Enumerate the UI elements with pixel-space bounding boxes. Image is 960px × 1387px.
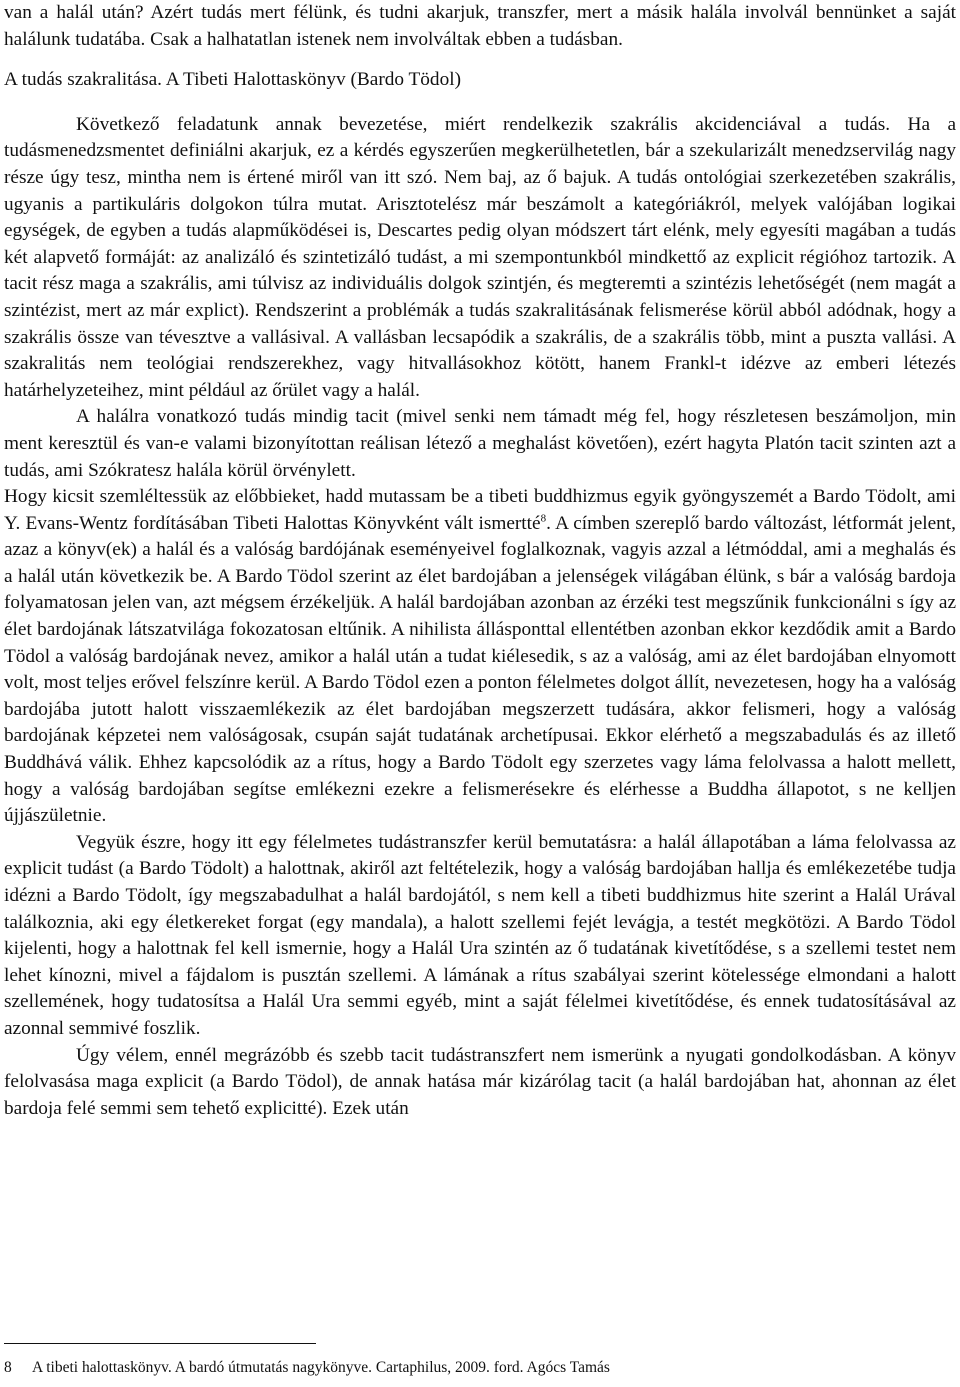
document-page: [4, 0, 956, 1122]
paragraph-3-part-1: Hogy kicsit szemléltessük az előbbieket, hadd mutassam be a tibeti buddhizmus egyik gyöngyszemét a Bardo Tödolt, ami Y. Evans-Wentz fordításában Tibeti Halottas Könyvként vált ismertté: [4, 486, 956, 534]
paragraph-3-part-2: . A címben szereplő bardo változást, létformát jelent, azaz a könyv(ek) a halál és a valóság bardójának eseményeivel foglalkoznak, vagyis azzal a létmóddal, ami a meghalás és a halál után következik be. A Bardo Tödol szerint az élet bardojában a jelenségek világában élünk, s bár a valóság bardoja folyamatosan jelen van, azt mégsem érzékeljük. A halál bardojában azonban az érzéki test megszűnik funkcionálni s így az élet bardojának látszatvilága fokozatosan eltűnik. A nihilista állásponttal ellentétben azonban ekkor kezdődik amit a Bardo Tödol a valóság bardojának nevez, amikor a halál után a tudat kiélesedik, s az a valóság, ami az élet bardojában elnyomott volt, most teljes erővel felszínre kerül. A Bardo Tödol ezen a ponton félelmetes dolgot állít, nevezetesen, hogy ha a valóság bardojába jutott halott visszaemlékezik az élet bardojában megszerzett tudására, akkor felismeri, hogy a valóság bardojának képzetei nem valóságosak, csupán saját tudatának archetípusai. Ekkor elérhető a megszabadulás és az illető Buddhává válik. Ehhez kapcsolódik az a rítus, hogy a Bardo Tödolt egy szerzetes vagy láma felolvassa a halott mellett, hogy a valóság bardojában segítse emlékezni ezekre a felismerésekre és elérhesse a Buddha állapotot, s ne kelljen újjászületnie.: [4, 512, 956, 827]
paragraph-1: Következő feladatunk annak bevezetése, miért rendelkezik szakrális akcidenciával a tudás. Ha a tudásmenedzsmentet definiálni akarjuk, ez a kérdés egyszerűen megkerülhetetlen, bár a szekularizált menedzservilág nagy része úgy tesz, mintha nem is értené miről van itt szó. Nem baj, az ő bajuk. A tudás ontológiai szerkezetében szakrális, ugyanis a partikuláris dolgokon túlra mutat. Arisztotelész már beszámolt a kategóriákról, melyek valójában logikai egységek, de egyben a tudás alapműködései is, Descartes pedig olyan módszert tárt elénk, mely egyesíti magában a tudás két alapvető formáját: az analizáló és szintetizáló tudást, a mi szempontunkból mindkettő az explicit régióhoz tartozik. A tacit rész maga a szakrális, ami túlvisz az individuális dolgok szintjén, és megteremti a szintézis lehetőségét (nem magát a szintézist, mert az már explict). Rendszerint a problémák a tudás szakralitásának felismerése körül abból adódnak, hogy a szakrális össze van tévesztve a vallásival. A vallásban lecsapódik a szakrális, de a szakrális több, mint a puszta vallási. A szakralitás nem teológiai rendszerekhez, vagy hitvallásokhoz kötött, hanem Frankl-t idézve az emberi létezés határhelyzeteihez, mint például az őrület vagy a halál.: [4, 113, 956, 401]
section-heading: A tudás szakralitása. A Tibeti Halottaskönyv (Bardo Tödol): [4, 69, 461, 91]
opening-paragraph: van a halál után? Azért tudás mert félünk, és tudni akarjuk, transzfer, mert a másik halála involvál bennünket a saját halálunk tudatába. Csak a halhatatlan istenek nem involváltak ebben a tudásban.: [4, 2, 956, 50]
paragraph-3: [4, 484, 956, 830]
footnote: [4, 1358, 610, 1378]
footnote-reference[interactable]: 8: [540, 512, 547, 525]
footnote-number: 8: [4, 1359, 12, 1376]
paragraph-5: Úgy vélem, ennél megrázóbb és szebb tacit tudástranszfert nem ismerünk a nyugati gondolkodásban. A könyv felolvasása maga explicit (a Bardo Tödol), de annak hatása már kizárólag tacit (a halál bardojában hat, ahonnan az élet bardoja felé semmi sem tehető explicitté). Ezek után: [4, 1044, 956, 1119]
footnote-text: A tibeti halottaskönyv. A bardó útmutatás nagykönyve. Cartaphilus, 2009. ford. Agócs Tamás: [32, 1359, 610, 1376]
paragraph-2: A halálra vonatkozó tudás mindig tacit (mivel senki nem támadt még fel, hogy részletesen beszámoljon, min ment keresztül és van-e valami bizonyítottan reálisan létező a meghalást követően), ezért hagyta Platón tacit szinten azt a tudás, ami Szókratesz halála körül örvénylett.: [4, 406, 956, 481]
paragraph-4: Vegyük észre, hogy itt egy félelmetes tudástranszfer kerül bemutatásra: a halál állapotában a láma felolvassa az explicit tudást (a Bardo Tödolt) a halottnak, akiről azt feltételezik, hogy a valóság bardojában hallja és emlékezetébe tudja idézni a Bardo Tödolt, így megszabadulhat a halál bardojától, s nem kell a tibeti buddhizmus hite szerint a Halál Urával találkoznia, aki egy életkereket forgat (egy mandala), a halott szellemi fejét levágja, a testét megkötözi. A Bardo Tödol kijelenti, hogy a halottnak fel kell ismernie, hogy a Halál Ura szintén az ő tudatának kivetítődése, s a szellemi testet nem lehet kínozni, mivel a fájdalom is pusztán szellemi. A lámának a rítus szabályai szerint kötelessége elmondani a halott szellemének, hogy tudatosítsa a Halál Ura semmi egyéb, mint a saját félelmei kivetítődése, és ennek tudatosításával az azonnal semmivé foszlik.: [4, 831, 956, 1039]
footnote-divider: [4, 1343, 316, 1344]
